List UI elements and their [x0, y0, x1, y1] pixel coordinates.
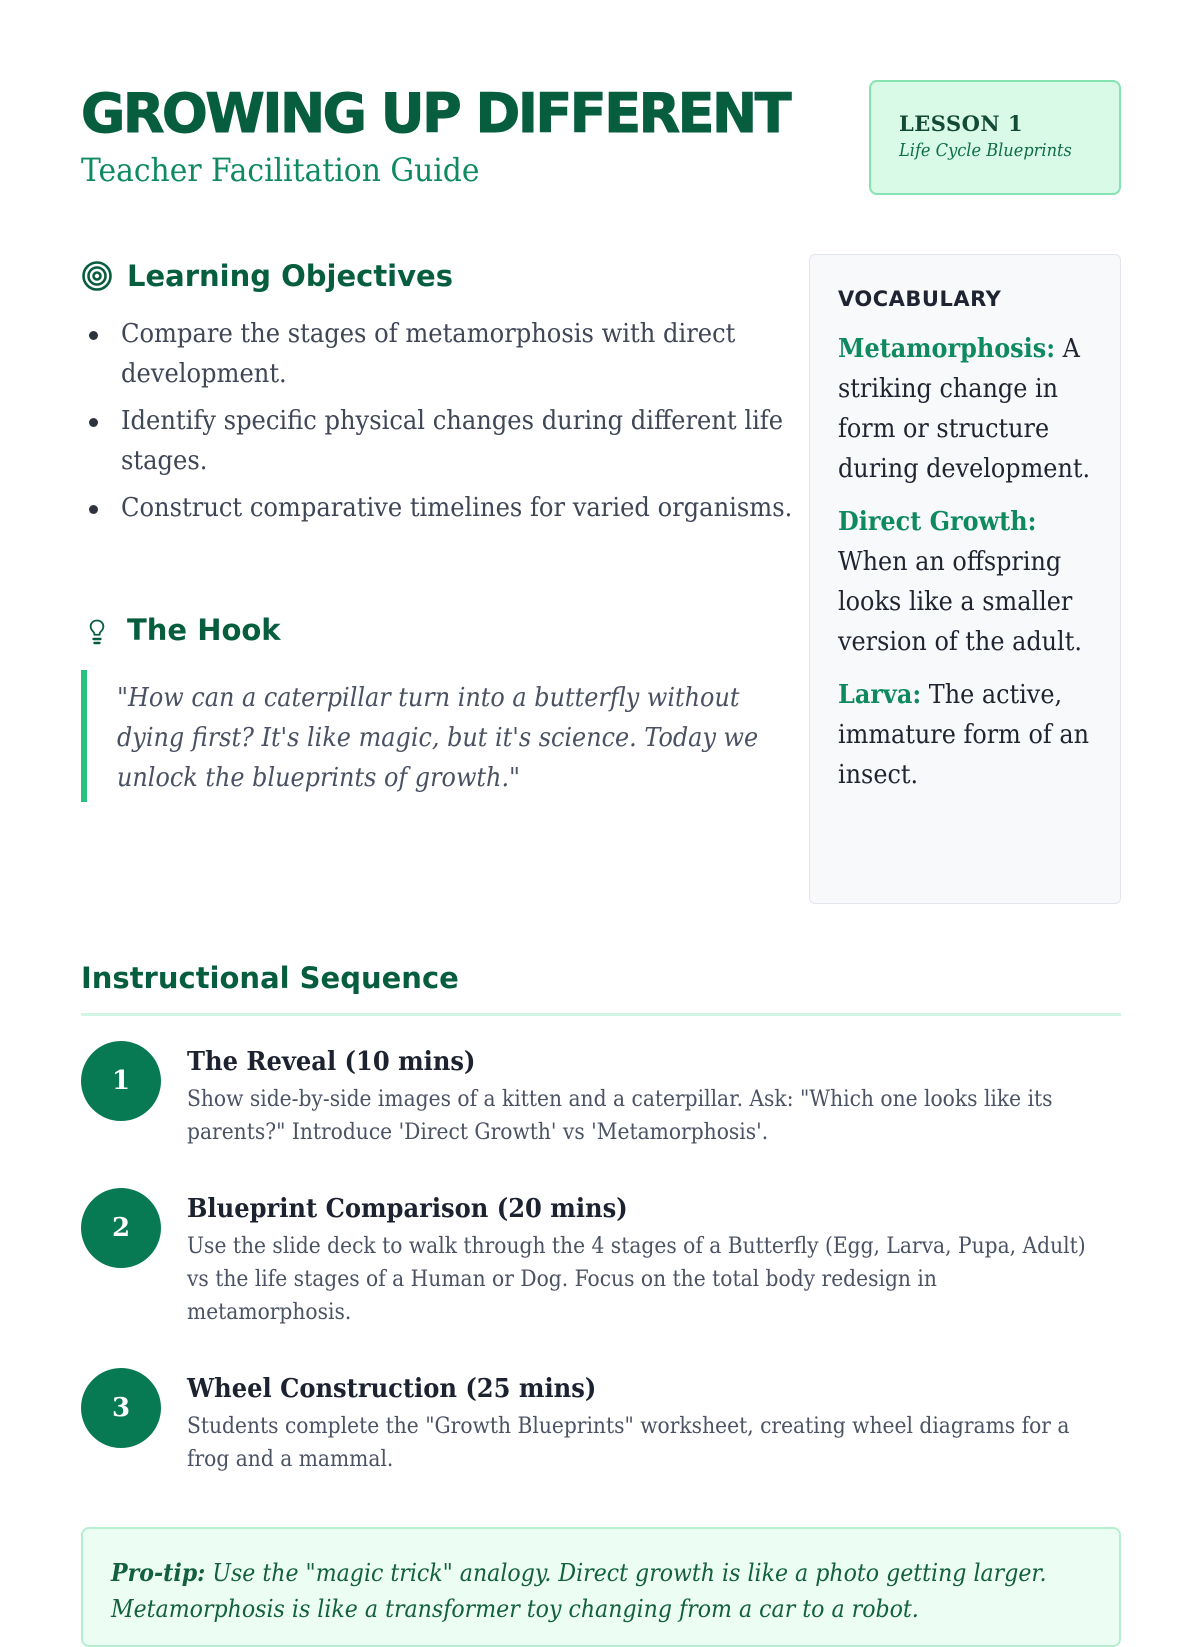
step-description: Show side-by-side images of a kitten and a caterpillar. Ask: "Which one looks like its parents?" Introduce 'Direct Growth' vs 'Metamorphosis'. — [187, 1087, 1053, 1145]
lesson-badge — [869, 80, 1121, 195]
sequence-heading: Instructional Sequence — [81, 961, 459, 995]
pro-tip-label: Pro-tip: — [111, 1558, 206, 1587]
step-title: The Reveal (10 mins) — [187, 1047, 476, 1077]
step-title: Blueprint Comparison (20 mins) — [187, 1194, 628, 1224]
step-number: 1 — [81, 1041, 161, 1121]
vocabulary-term: Larva: — [838, 680, 922, 710]
sequence-divider — [81, 1013, 1121, 1016]
step-number: 3 — [81, 1368, 161, 1448]
vocabulary-definition: When an offspring looks like a smaller version of the adult. — [838, 547, 1082, 657]
vocabulary-definition: A striking change in form or structure during development. — [838, 334, 1091, 484]
vocabulary-entry — [838, 502, 1091, 662]
vocabulary-entry — [838, 329, 1091, 489]
lesson-number: LESSON 1 — [899, 111, 1024, 136]
hook-heading — [81, 612, 281, 648]
objectives-heading — [81, 258, 453, 294]
pro-tip-text — [111, 1555, 1105, 1627]
lesson-name: Life Cycle Blueprints — [899, 140, 1072, 161]
vocabulary-title: VOCABULARY — [838, 287, 1002, 311]
vocabulary-card — [809, 254, 1121, 904]
step-number: 2 — [81, 1188, 161, 1268]
vocabulary-term: Metamorphosis: — [838, 334, 1056, 364]
vocabulary-entry — [838, 675, 1091, 795]
step-description: Use the slide deck to walk through the 4 stages of a Butterfly (Egg, Larva, Pupa, Adult) vs the life stages of a Human or Dog. Focus on the total body redesign in metamorphosis. — [187, 1234, 1086, 1325]
objectives-heading-label: Learning Objectives — [127, 259, 453, 293]
list-item: Construct comparative timelines for varied organisms. — [81, 488, 771, 528]
lesson-guide-page — [81, 0, 1121, 1623]
pro-tip-box — [81, 1527, 1121, 1647]
hook-quote — [81, 670, 781, 802]
step-title: Wheel Construction (25 mins) — [187, 1374, 597, 1404]
list-item: Compare the stages of metamorphosis with direct development. — [81, 314, 771, 394]
vocabulary-definition: The active, immature form of an insect. — [838, 680, 1089, 790]
lightbulb-icon — [81, 614, 113, 646]
list-item: Identify specific physical changes during different life stages. — [81, 401, 771, 481]
objectives-list — [81, 314, 793, 535]
page-title: GROWING UP DIFFERENT — [81, 82, 790, 145]
target-icon — [81, 260, 113, 292]
vocabulary-term: Direct Growth: — [838, 507, 1037, 537]
hook-heading-label: The Hook — [127, 613, 281, 647]
hook-quote-text: "How can a caterpillar turn into a butterfly without dying first? It's like magic, but it's science. Today we unlock the blueprints of growth." — [117, 683, 759, 793]
page-subtitle: Teacher Facilitation Guide — [81, 151, 480, 189]
pro-tip-body: Use the "magic trick" analogy. Direct growth is like a photo getting larger. Metamorphosis is like a transformer toy changing from a car to a robot. — [111, 1559, 1047, 1623]
page-header — [81, 80, 1121, 200]
step-description: Students complete the "Growth Blueprints" worksheet, creating wheel diagrams for a frog and a mammal. — [187, 1414, 1070, 1472]
